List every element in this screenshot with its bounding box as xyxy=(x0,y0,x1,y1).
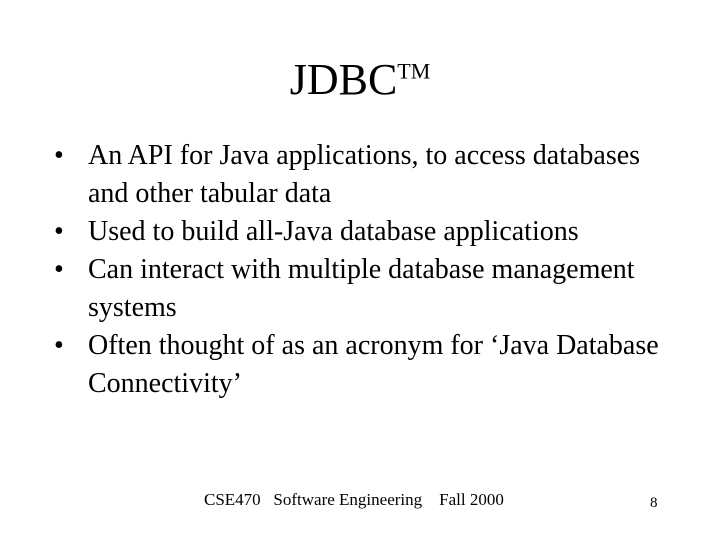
slide-title xyxy=(0,54,720,106)
bullet-icon: • xyxy=(54,330,64,361)
bullet-text: Can interact with multiple database management systems xyxy=(88,254,635,323)
bullet-text: An API for Java applications, to access databases and other tabular data xyxy=(88,140,641,209)
title-text: JDBC xyxy=(289,55,398,104)
page-number: 8 xyxy=(650,495,658,511)
footer-course-text: CSE470 Software Engineering Fall 2000 xyxy=(204,490,504,509)
bullet-icon: • xyxy=(54,216,64,247)
bullet-item xyxy=(54,213,674,251)
bullet-item xyxy=(54,251,674,327)
bullet-text: Used to build all-Java database applications xyxy=(88,216,579,247)
bullet-item xyxy=(54,137,674,213)
trademark-mark: TM xyxy=(397,58,431,84)
bullet-icon: • xyxy=(54,140,64,171)
bullet-icon: • xyxy=(54,254,64,285)
bullet-list xyxy=(54,137,674,403)
bullet-item xyxy=(54,327,674,403)
bullet-text: Often thought of as an acronym for ‘Java Database Connectivity’ xyxy=(88,330,659,399)
